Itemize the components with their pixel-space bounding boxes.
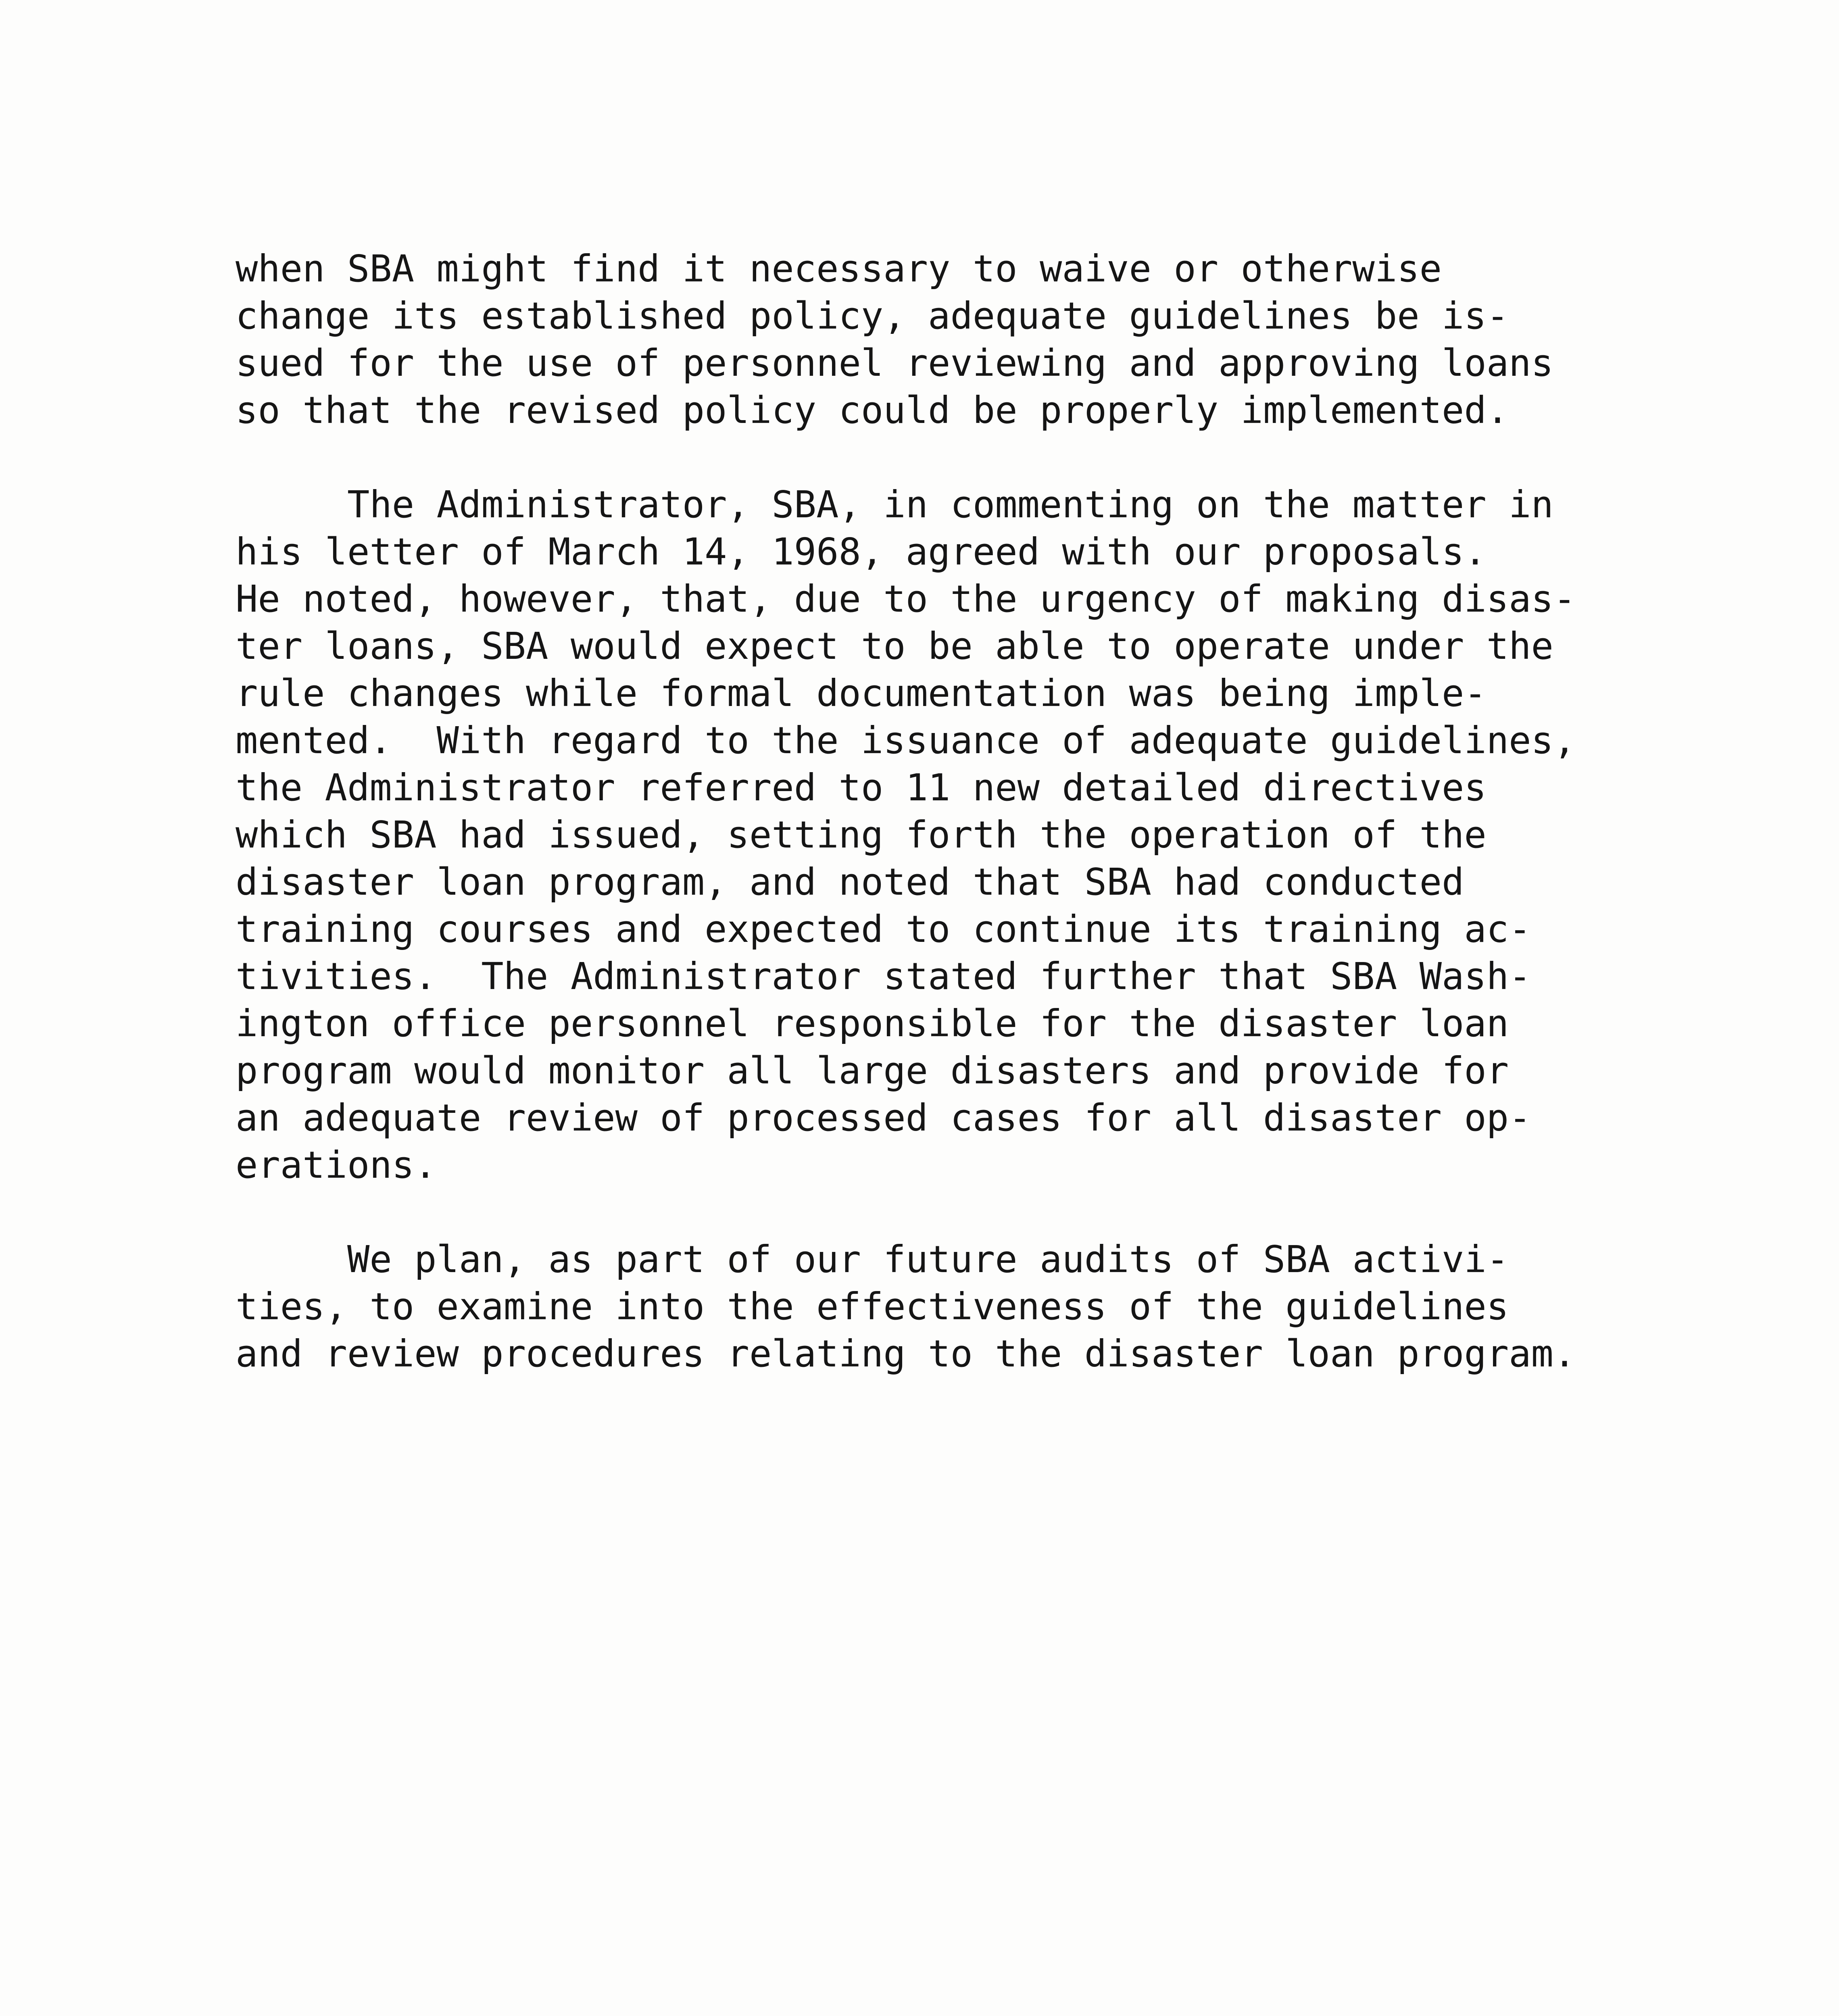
body-text [236,245,1671,1377]
text-line: tivities. The Administrator stated further that SBA Wash- [236,955,1531,998]
paragraph-2 [236,481,1671,1189]
text-line: ties, to examine into the effectiveness of the guidelines [236,1285,1509,1328]
paragraph-1 [236,245,1671,434]
text-line: change its established policy, adequate guidelines be is- [236,294,1509,337]
text-line: erations. [236,1143,437,1187]
paragraph-spacer [236,434,1671,481]
text-line: program would monitor all large disasters and provide for [236,1049,1509,1092]
text-line: rule changes while formal documentation was being imple- [236,672,1487,715]
text-line: He noted, however, that, due to the urgency of making disas- [236,577,1576,621]
text-line: We plan, as part of our future audits of SBA activi- [236,1238,1509,1281]
text-line: his letter of March 14, 1968, agreed with our proposals. [236,530,1487,573]
text-line: training courses and expected to continue its training ac- [236,908,1531,951]
text-line: the Administrator referred to 11 new detailed directives [236,766,1487,809]
text-line: so that the revised policy could be properly implemented. [236,389,1509,432]
text-line: sued for the use of personnel reviewing and approving loans [236,342,1553,385]
text-line: which SBA had issued, setting forth the operation of the [236,813,1487,856]
paragraph-spacer [236,1189,1671,1236]
text-line: disaster loan program, and noted that SBA had conducted [236,860,1464,904]
paragraph-3 [236,1236,1671,1377]
text-line: an adequate review of processed cases for all disaster op- [236,1096,1531,1139]
text-line: ter loans, SBA would expect to be able to operate under the [236,625,1553,668]
text-line: when SBA might find it necessary to waive or otherwise [236,247,1442,290]
text-line: The Administrator, SBA, in commenting on the matter in [236,483,1553,526]
text-line: and review procedures relating to the disaster loan program. [236,1332,1576,1375]
text-line: mented. With regard to the issuance of adequate guidelines, [236,719,1576,762]
text-line: ington office personnel responsible for the disaster loan [236,1002,1509,1045]
